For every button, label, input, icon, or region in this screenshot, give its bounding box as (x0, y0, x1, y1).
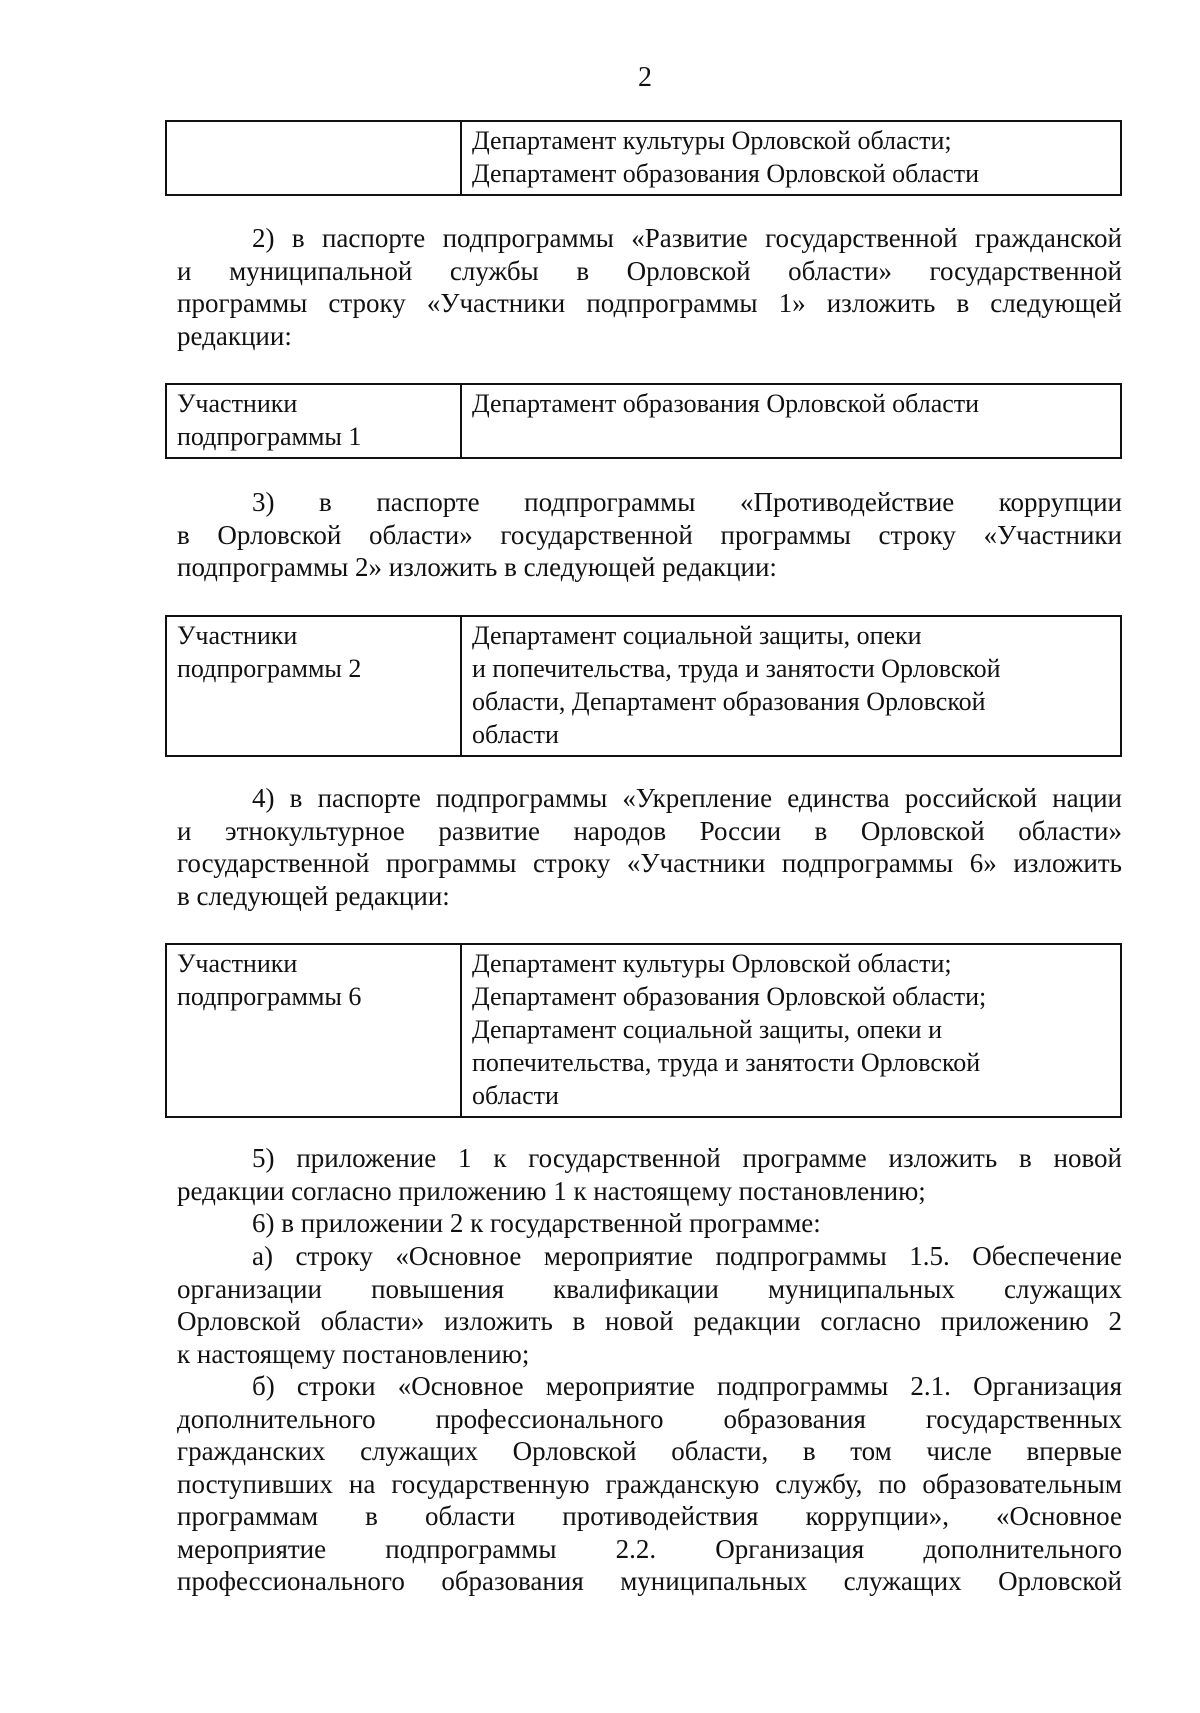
cell-line: и попечительства, труда и занятости Орловской (472, 654, 1001, 683)
text-line: организации повышения квалификации муниципальных служащих (177, 1273, 1122, 1304)
text-line: мероприятие подпрограммы 2.2. Организация дополнительного (177, 1533, 1122, 1564)
table-participants-subprogram-1 (165, 383, 1122, 459)
table-participants-subprogram-6 (165, 943, 1122, 1118)
paragraph-item-3 (177, 486, 1122, 584)
cell-line: области (472, 720, 559, 749)
cell-line: Департамент культуры Орловской области; (472, 126, 952, 155)
table-participants-continued (165, 120, 1122, 196)
table-cell-label (166, 616, 461, 756)
table-cell-value (461, 384, 1121, 458)
text-line: 2) в паспорте подпрограммы «Развитие государственной гражданской (252, 223, 1122, 253)
table-row (166, 384, 1121, 458)
cell-line: подпрограммы 6 (177, 982, 362, 1011)
cell-line: области, Департамент образования Орловской (472, 687, 986, 716)
cell-line: Департамент образования Орловской области (472, 159, 980, 188)
cell-line: Департамент социальной защиты, опеки и (472, 1015, 942, 1044)
table-row (166, 616, 1121, 756)
text-line: к настоящему постановлению; (177, 1338, 530, 1369)
cell-line: попечительства, труда и занятости Орловской (472, 1048, 981, 1077)
cell-line: Департамент образования Орловской области; (472, 982, 987, 1011)
text-line: дополнительного профессионального образования государственных (177, 1403, 1122, 1434)
page-number: 2 (638, 62, 652, 93)
cell-line: Участники (177, 621, 298, 650)
cell-line: Участники (177, 389, 298, 418)
cell-line: подпрограммы 2 (177, 654, 362, 683)
text-line: 5) приложение 1 к государственной программе изложить в новой (252, 1143, 1122, 1173)
paragraph-item-6b (177, 1370, 1122, 1598)
text-line: б) строки «Основное мероприятие подпрограммы 2.1. Организация (252, 1371, 1122, 1401)
paragraph-item-5 (177, 1142, 1122, 1207)
table-cell-label (166, 944, 461, 1117)
table-row (166, 944, 1121, 1117)
table-cell-label (166, 384, 461, 458)
table-row (166, 121, 1121, 195)
text-line: 4) в паспорте подпрограммы «Укрепление единства российской нации (252, 783, 1122, 813)
paragraph-item-6 (177, 1207, 1122, 1240)
paragraph-item-6a (177, 1240, 1122, 1370)
text-line: редакции: (177, 320, 292, 351)
text-line: 3) в паспорте подпрограммы «Противодействие коррупции (252, 487, 1122, 517)
paragraph-item-4 (177, 782, 1122, 912)
text-line: редакции согласно приложению 1 к настоящему постановлению; (177, 1175, 926, 1206)
text-line: программы строку «Участники подпрограммы 1» изложить в следующей (177, 288, 1122, 318)
table-cell-value (461, 616, 1121, 756)
text-line: профессионального образования муниципальных служащих Орловской (177, 1566, 1122, 1596)
text-line: в Орловской области» государственной программы строку «Участники (177, 519, 1122, 550)
text-line: программам в области противодействия коррупции», «Основное (177, 1501, 1122, 1531)
text-line: а) строку «Основное мероприятие подпрограммы 1.5. Обеспечение (252, 1241, 1122, 1271)
paragraph-item-2 (177, 222, 1122, 352)
table-cell-value (461, 944, 1121, 1117)
text-line: подпрограммы 2» изложить в следующей редакции: (177, 552, 777, 582)
text-line: 6) в приложении 2 к государственной программе: (252, 1208, 821, 1238)
text-line: Орловской области» изложить в новой редакции согласно приложению 2 (177, 1306, 1122, 1336)
text-line: гражданских служащих Орловской области, в том числе впервые (177, 1436, 1122, 1466)
cell-line: Участники (177, 949, 298, 978)
text-line: и муниципальной службы в Орловской области» государственной (177, 255, 1122, 286)
table-cell-label (166, 121, 461, 195)
text-line: и этнокультурное развитие народов России в Орловской области» (177, 815, 1122, 846)
text-line: государственной программы строку «Участники подпрограммы 6» изложить (177, 848, 1122, 878)
cell-line: Департамент культуры Орловской области; (472, 949, 952, 978)
cell-line: Департамент социальной защиты, опеки (472, 621, 922, 650)
cell-line: области (472, 1081, 559, 1110)
table-cell-value (461, 121, 1121, 195)
table-participants-subprogram-2 (165, 615, 1122, 757)
cell-line: Департамент образования Орловской области (472, 389, 980, 418)
text-line: в следующей редакции: (177, 880, 450, 911)
cell-line: подпрограммы 1 (177, 422, 362, 451)
text-line: поступивших на государственную гражданскую службу, по образовательным (177, 1468, 1122, 1499)
